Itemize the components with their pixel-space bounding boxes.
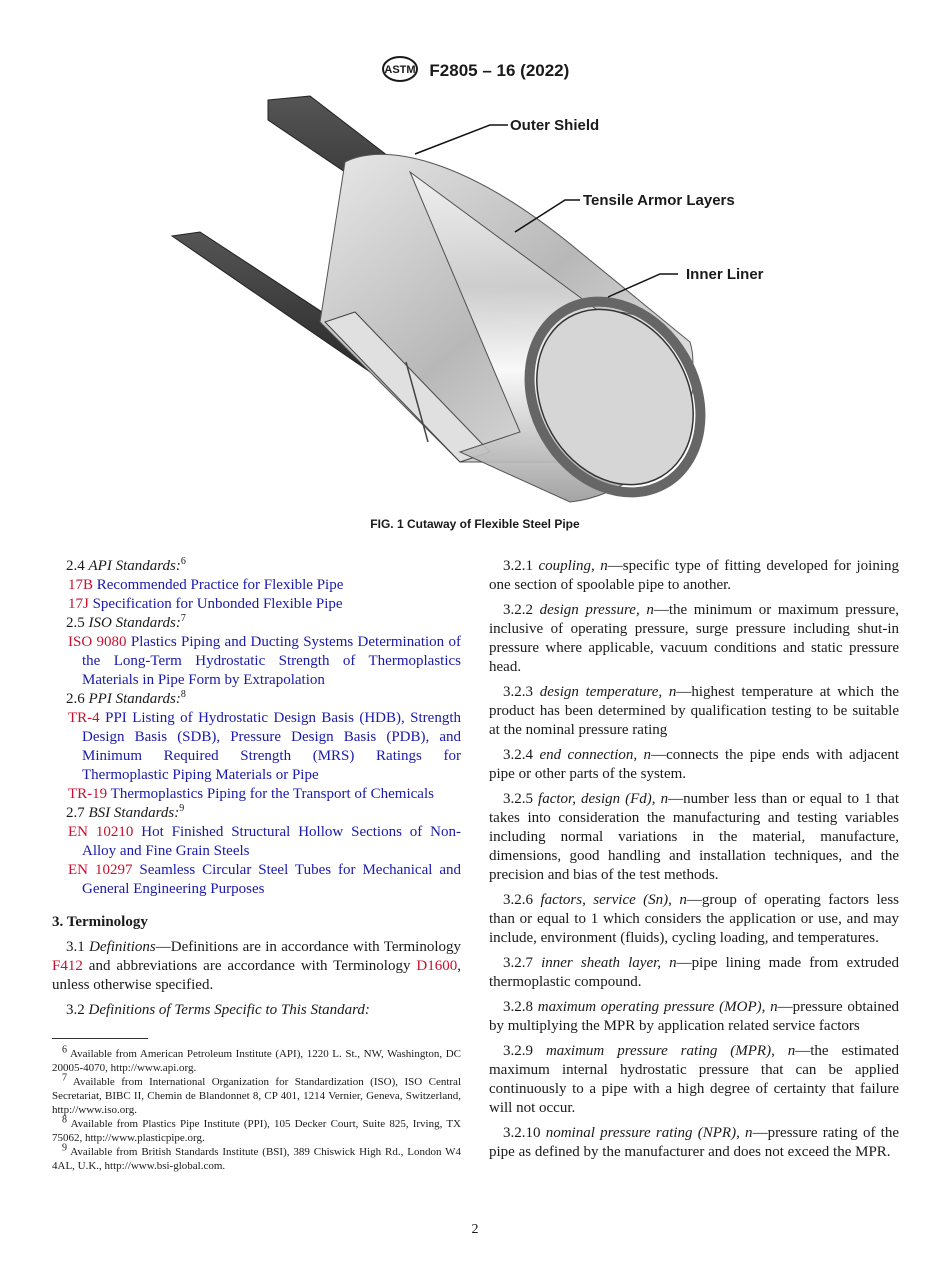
- para-3-2: 3.2 Definitions of Terms Specific to This Standard:: [66, 1002, 370, 1018]
- ref-en-10210[interactable]: EN 10210 Hot Finished Structural Hollow Sections of Non-Alloy and Fine Grain Steels: [68, 824, 462, 859]
- section-2-5: 2.5 ISO Standards:$^7$: [66, 613, 186, 631]
- definition-3-2-6: 3.2.6 factors, service (Sn), n—group of operating factors less than or equal to 1 which considers the application or use, and may include, environment (fluids), cycling loading, and temperatures.: [489, 892, 900, 946]
- section-2-6: 2.6 PPI Standards:$^8$: [66, 689, 186, 707]
- section-2-4: 2.4 API Standards:$^6$: [66, 556, 186, 574]
- page-number: 2: [471, 1222, 479, 1237]
- footnote-divider: [52, 1038, 148, 1039]
- ref-tr-4[interactable]: TR-4 PPI Listing of Hydrostatic Design Basis (HDB), Strength Design Basis (SDB), Pressure Design Basis (PDB), and Minimum Required Strength (MRS) Ratings for Thermoplastic Piping Materials or Pipe: [68, 710, 462, 783]
- pipe-cutaway-figure: [160, 92, 800, 514]
- ref-17b[interactable]: 17B Recommended Practice for Flexible Pipe: [68, 577, 344, 593]
- footnote-9: $^9$ Available from British Standards Institute (BSI), 389 Chiswick High Rd., London W4 4AL, U.K., http://www.bsi-global.com.: [52, 1142, 461, 1172]
- link-d1600[interactable]: D1600: [416, 958, 458, 974]
- definition-3-2-3: 3.2.3 design temperature, n—highest temperature at which the product has been determined by qualification testing to be suitable at the nominal pressure rating: [489, 684, 900, 738]
- svg-text:ASTM: ASTM: [384, 64, 416, 76]
- terminology-heading: 3. Terminology: [52, 914, 148, 930]
- footnote-8: $^8$ Available from Plastics Pipe Institute (PPI), 105 Decker Court, Suite 825, Irving, TX 75062, http://www.plasticpipe.org.: [52, 1114, 461, 1144]
- definition-3-2-7: 3.2.7 inner sheath layer, n—pipe lining made from extruded thermoplastic compound.: [489, 955, 900, 990]
- definition-3-2-8: 3.2.8 maximum operating pressure (MOP), n—pressure obtained by multiplying the MPR by application related service factors: [489, 999, 900, 1034]
- ref-17j[interactable]: 17J Specification for Unbonded Flexible Pipe: [68, 596, 343, 612]
- section-2-7: 2.7 BSI Standards:$^9$: [66, 803, 185, 821]
- outer-shield-label: Outer Shield: [510, 117, 600, 134]
- right-column: [489, 557, 899, 1168]
- definition-3-2-10: 3.2.10 nominal pressure rating (NPR), n—pressure rating of the pipe as defined by the manufacturer and does not exceed the MPR.: [489, 1125, 900, 1160]
- ref-iso-9080[interactable]: ISO 9080 Plastics Piping and Ducting Systems Determination of the Long-Term Hydrostatic Strength of Thermoplastics Materials in Pipe Form by Extrapolation: [68, 634, 462, 688]
- definition-3-2-5: 3.2.5 factor, design (Fd), n—number less than or equal to 1 that takes into consideration the manufacturing and testing variables including normal variations in the material, manufacture, dimensions, good handling and installation techniques, and the precision and bias of the test methods.: [489, 791, 900, 883]
- inner-liner-label: Inner Liner: [686, 266, 764, 283]
- definition-3-2-2: 3.2.2 design pressure, n—the minimum or maximum pressure, inclusive of operating pressure, surge pressure including shut-in pressure where applicable, vacuum conditions and static pressure head.: [489, 602, 900, 675]
- standard-designation: F2805 – 16 (2022): [429, 60, 570, 80]
- definition-3-2-4: 3.2.4 end connection, n—connects the pipe ends with adjacent pipe or other parts of the system.: [489, 747, 900, 782]
- definition-3-2-9: 3.2.9 maximum pressure rating (MPR), n—the estimated maximum internal hydrostatic pressure that can be applied continuously to a pipe with a high degree of certainty that failure will not occur.: [489, 1043, 900, 1116]
- ref-en-10297[interactable]: EN 10297 Seamless Circular Steel Tubes for Mechanical and General Engineering Purposes: [68, 862, 462, 897]
- ref-tr-19[interactable]: TR-19 Thermoplastics Piping for the Transport of Chemicals: [68, 786, 434, 802]
- link-f412[interactable]: F412: [52, 958, 83, 974]
- tensile-armor-label: Tensile Armor Layers: [583, 192, 735, 209]
- footnote-6: $^6$ Available from American Petroleum Institute (API), 1220 L. St., NW, Washington, DC 20005-4070, http://www.api.org.: [52, 1044, 461, 1074]
- astm-logo: [381, 55, 419, 88]
- page-header: [0, 55, 950, 88]
- figure-caption: FIG. 1 Cutaway of Flexible Steel Pipe: [370, 517, 580, 531]
- definition-3-2-1: 3.2.1 coupling, n—specific type of fitting developed for joining one section of spoolable pipe to another.: [489, 558, 899, 593]
- para-3-1: 3.1 Definitions—Definitions are in accordance with Terminology F412 and abbreviations are accordance with Terminology D1600, unless otherwise specified.: [52, 939, 461, 993]
- footnote-7: $^7$ Available from International Organization for Standardization (ISO), ISO Central Secretariat, BIBC II, Chemin de Blandonnet 8, CP 401, 1214 Vernier, Geneva, Switzerland, http://www.iso.org.: [52, 1072, 461, 1116]
- left-column: [52, 557, 461, 1173]
